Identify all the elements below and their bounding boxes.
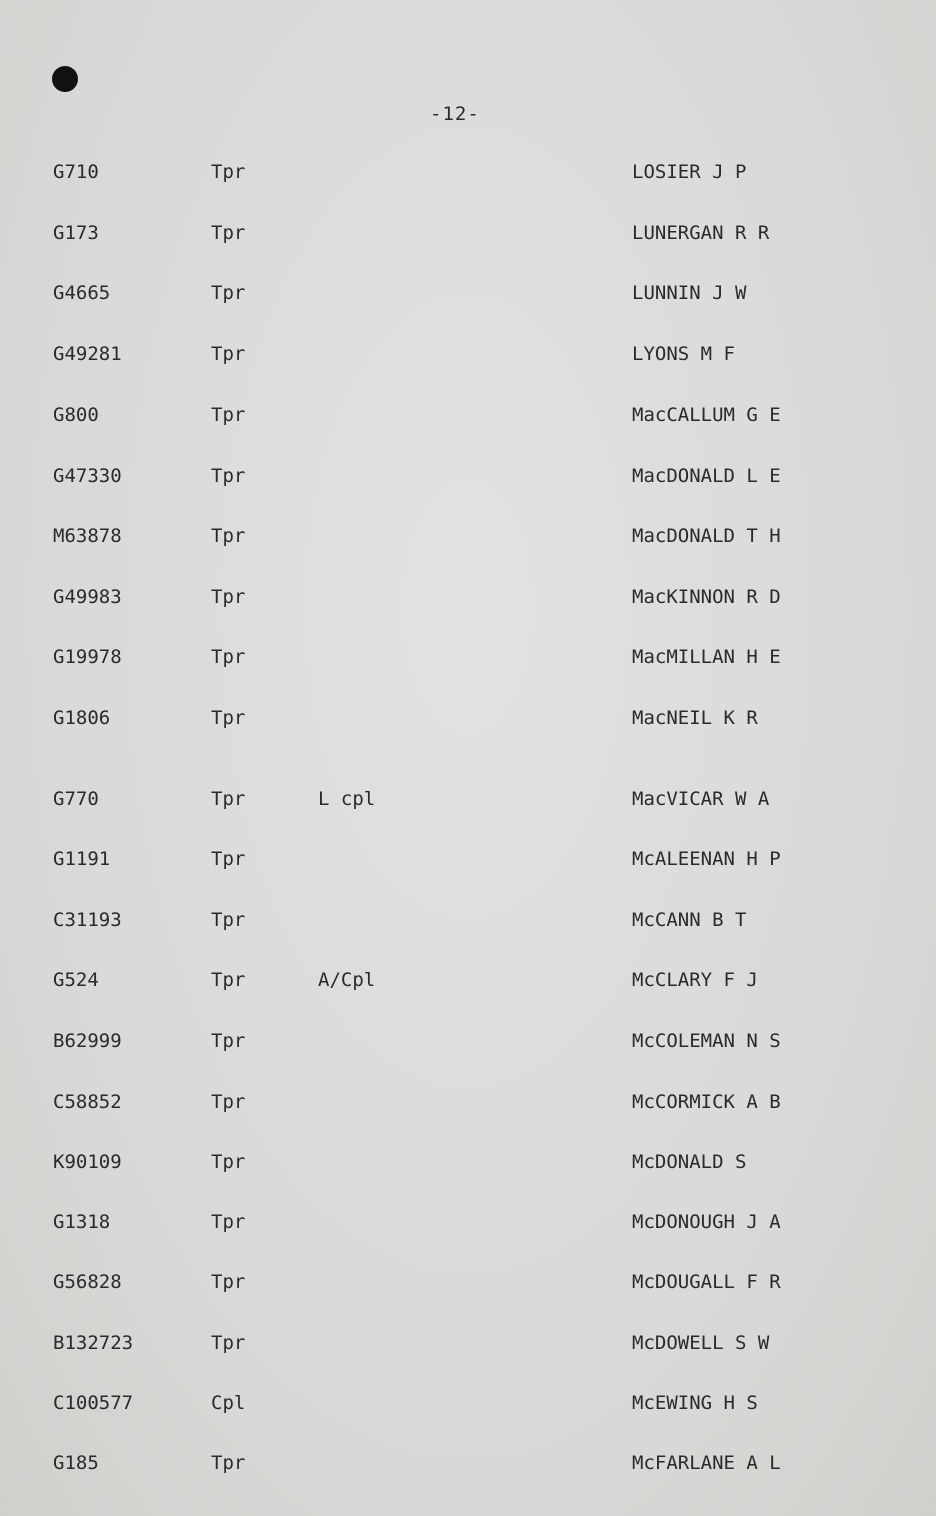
soldier-name: McALEENAN H P <box>632 848 781 870</box>
service-number: B132723 <box>53 1332 134 1354</box>
appointment: L cpl <box>318 788 376 810</box>
roll-row <box>0 161 936 191</box>
roll-row <box>0 1030 936 1060</box>
soldier-name: McDONALD S <box>632 1151 747 1173</box>
rank: Tpr <box>211 1030 246 1052</box>
soldier-name: McFARLANE A L <box>632 1452 781 1474</box>
roll-row <box>0 1452 936 1482</box>
service-number: G4665 <box>53 282 111 304</box>
rank: Tpr <box>211 586 246 608</box>
soldier-name: McCORMICK A B <box>632 1091 781 1113</box>
rank: Tpr <box>211 222 246 244</box>
soldier-name: LYONS M F <box>632 343 735 365</box>
soldier-name: MacDONALD T H <box>632 525 781 547</box>
soldier-name: LOSIER J P <box>632 161 747 183</box>
rank: Tpr <box>211 848 246 870</box>
service-number: G49983 <box>53 586 122 608</box>
rank: Tpr <box>211 1271 246 1293</box>
soldier-name: McDONOUGH J A <box>632 1211 781 1233</box>
soldier-name: MacMILLAN H E <box>632 646 781 668</box>
service-number: C31193 <box>53 909 122 931</box>
rank: Tpr <box>211 1211 246 1233</box>
roll-row <box>0 1091 936 1121</box>
roll-row <box>0 525 936 555</box>
service-number: G770 <box>53 788 99 810</box>
service-number: G710 <box>53 161 99 183</box>
soldier-name: MacKINNON R D <box>632 586 781 608</box>
rank: Tpr <box>211 525 246 547</box>
soldier-name: McCANN B T <box>632 909 747 931</box>
service-number: G49281 <box>53 343 122 365</box>
roll-row <box>0 1271 936 1301</box>
service-number: B62999 <box>53 1030 122 1052</box>
soldier-name: MacDONALD L E <box>632 465 781 487</box>
rank: Tpr <box>211 404 246 426</box>
page-number: -12- <box>430 103 480 125</box>
rank: Tpr <box>211 1332 246 1354</box>
roll-row <box>0 969 936 999</box>
roll-row <box>0 282 936 312</box>
roll-row <box>0 848 936 878</box>
service-number: G1318 <box>53 1211 111 1233</box>
roll-row <box>0 1332 936 1362</box>
service-number: G524 <box>53 969 99 991</box>
rank: Tpr <box>211 465 246 487</box>
roll-row <box>0 1151 936 1181</box>
rank: Tpr <box>211 969 246 991</box>
roll-row <box>0 646 936 676</box>
punch-hole <box>52 66 78 92</box>
rank: Tpr <box>211 788 246 810</box>
rank: Tpr <box>211 282 246 304</box>
roll-row <box>0 788 936 818</box>
service-number: G800 <box>53 404 99 426</box>
soldier-name: McDOUGALL F R <box>632 1271 781 1293</box>
soldier-name: MacVICAR W A <box>632 788 770 810</box>
rank: Cpl <box>211 1392 246 1414</box>
roll-row <box>0 222 936 252</box>
soldier-name: McDOWELL S W <box>632 1332 770 1354</box>
roll-row <box>0 465 936 495</box>
roll-row <box>0 586 936 616</box>
rank: Tpr <box>211 1452 246 1474</box>
service-number: G47330 <box>53 465 122 487</box>
soldier-name: McCOLEMAN N S <box>632 1030 781 1052</box>
roll-row <box>0 707 936 737</box>
roll-row <box>0 1211 936 1241</box>
service-number: G1191 <box>53 848 111 870</box>
rank: Tpr <box>211 707 246 729</box>
soldier-name: McCLARY F J <box>632 969 758 991</box>
roll-row <box>0 404 936 434</box>
rank: Tpr <box>211 1151 246 1173</box>
roll-row <box>0 343 936 373</box>
rank: Tpr <box>211 343 246 365</box>
rank: Tpr <box>211 909 246 931</box>
roll-row <box>0 1392 936 1422</box>
service-number: M63878 <box>53 525 122 547</box>
soldier-name: MacCALLUM G E <box>632 404 781 426</box>
service-number: K90109 <box>53 1151 122 1173</box>
soldier-name: LUNNIN J W <box>632 282 747 304</box>
soldier-name: McEWING H S <box>632 1392 758 1414</box>
service-number: G173 <box>53 222 99 244</box>
rank: Tpr <box>211 1091 246 1113</box>
rank: Tpr <box>211 161 246 183</box>
soldier-name: LUNERGAN R R <box>632 222 770 244</box>
service-number: G56828 <box>53 1271 122 1293</box>
service-number: C100577 <box>53 1392 134 1414</box>
service-number: G185 <box>53 1452 99 1474</box>
roll-row <box>0 909 936 939</box>
appointment: A/Cpl <box>318 969 376 991</box>
service-number: G19978 <box>53 646 122 668</box>
rank: Tpr <box>211 646 246 668</box>
soldier-name: MacNEIL K R <box>632 707 758 729</box>
service-number: C58852 <box>53 1091 122 1113</box>
service-number: G1806 <box>53 707 111 729</box>
